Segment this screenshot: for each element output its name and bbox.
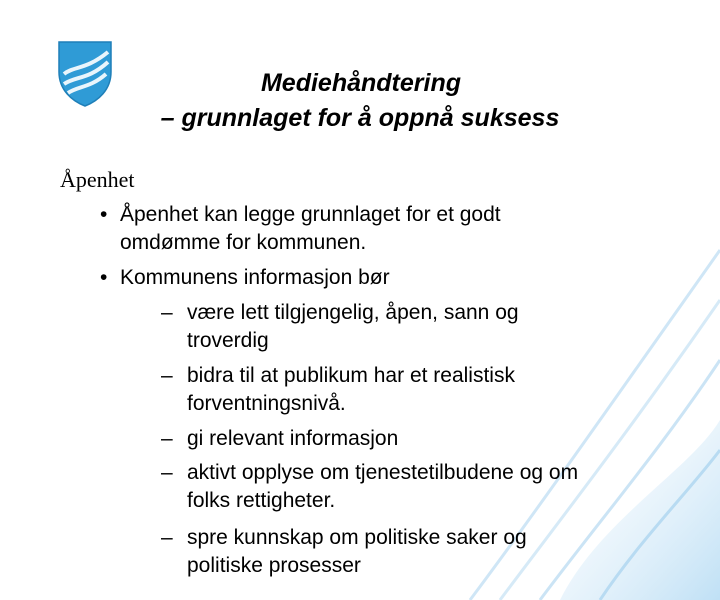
sub-item <box>161 425 399 453</box>
bullet-mark: • <box>100 266 108 289</box>
sub-item <box>161 299 519 355</box>
bullet-item <box>100 201 501 257</box>
sub-line: folks rettigheter. <box>187 489 336 512</box>
sub-line: være lett tilgjengelig, åpen, sann og <box>187 301 519 324</box>
bullet-line: omdømme for kommunen. <box>120 231 367 254</box>
sub-line: forventningsnivå. <box>187 392 346 415</box>
dash-mark: – <box>161 427 173 450</box>
sub-line: spre kunnskap om politiske saker og <box>187 526 527 549</box>
sub-line: aktivt opplyse om tjenestetilbudene og om <box>187 461 579 484</box>
bullet-line: Åpenhet kan legge grunnlaget for et godt <box>120 203 501 226</box>
title-line-2: – grunnlaget for å oppnå suksess <box>160 104 560 132</box>
sub-line: politiske prosesser <box>187 554 361 577</box>
bullet-item <box>100 264 390 292</box>
bullet-line: Kommunens informasjon bør <box>120 266 390 289</box>
sub-line: bidra til at publikum har et realistisk <box>187 364 515 387</box>
title-line-1: Mediehåndtering <box>260 69 461 97</box>
sub-line: gi relevant informasjon <box>187 427 399 450</box>
sub-item <box>161 362 515 418</box>
bullet-mark: • <box>100 203 108 226</box>
sub-line: troverdig <box>187 329 269 352</box>
section-heading: Åpenhet <box>60 167 135 192</box>
sub-item <box>161 524 527 580</box>
dash-mark: – <box>161 461 173 484</box>
dash-mark: – <box>161 364 173 387</box>
dash-mark: – <box>161 301 173 324</box>
dash-mark: – <box>161 526 173 549</box>
sub-item <box>161 459 579 515</box>
